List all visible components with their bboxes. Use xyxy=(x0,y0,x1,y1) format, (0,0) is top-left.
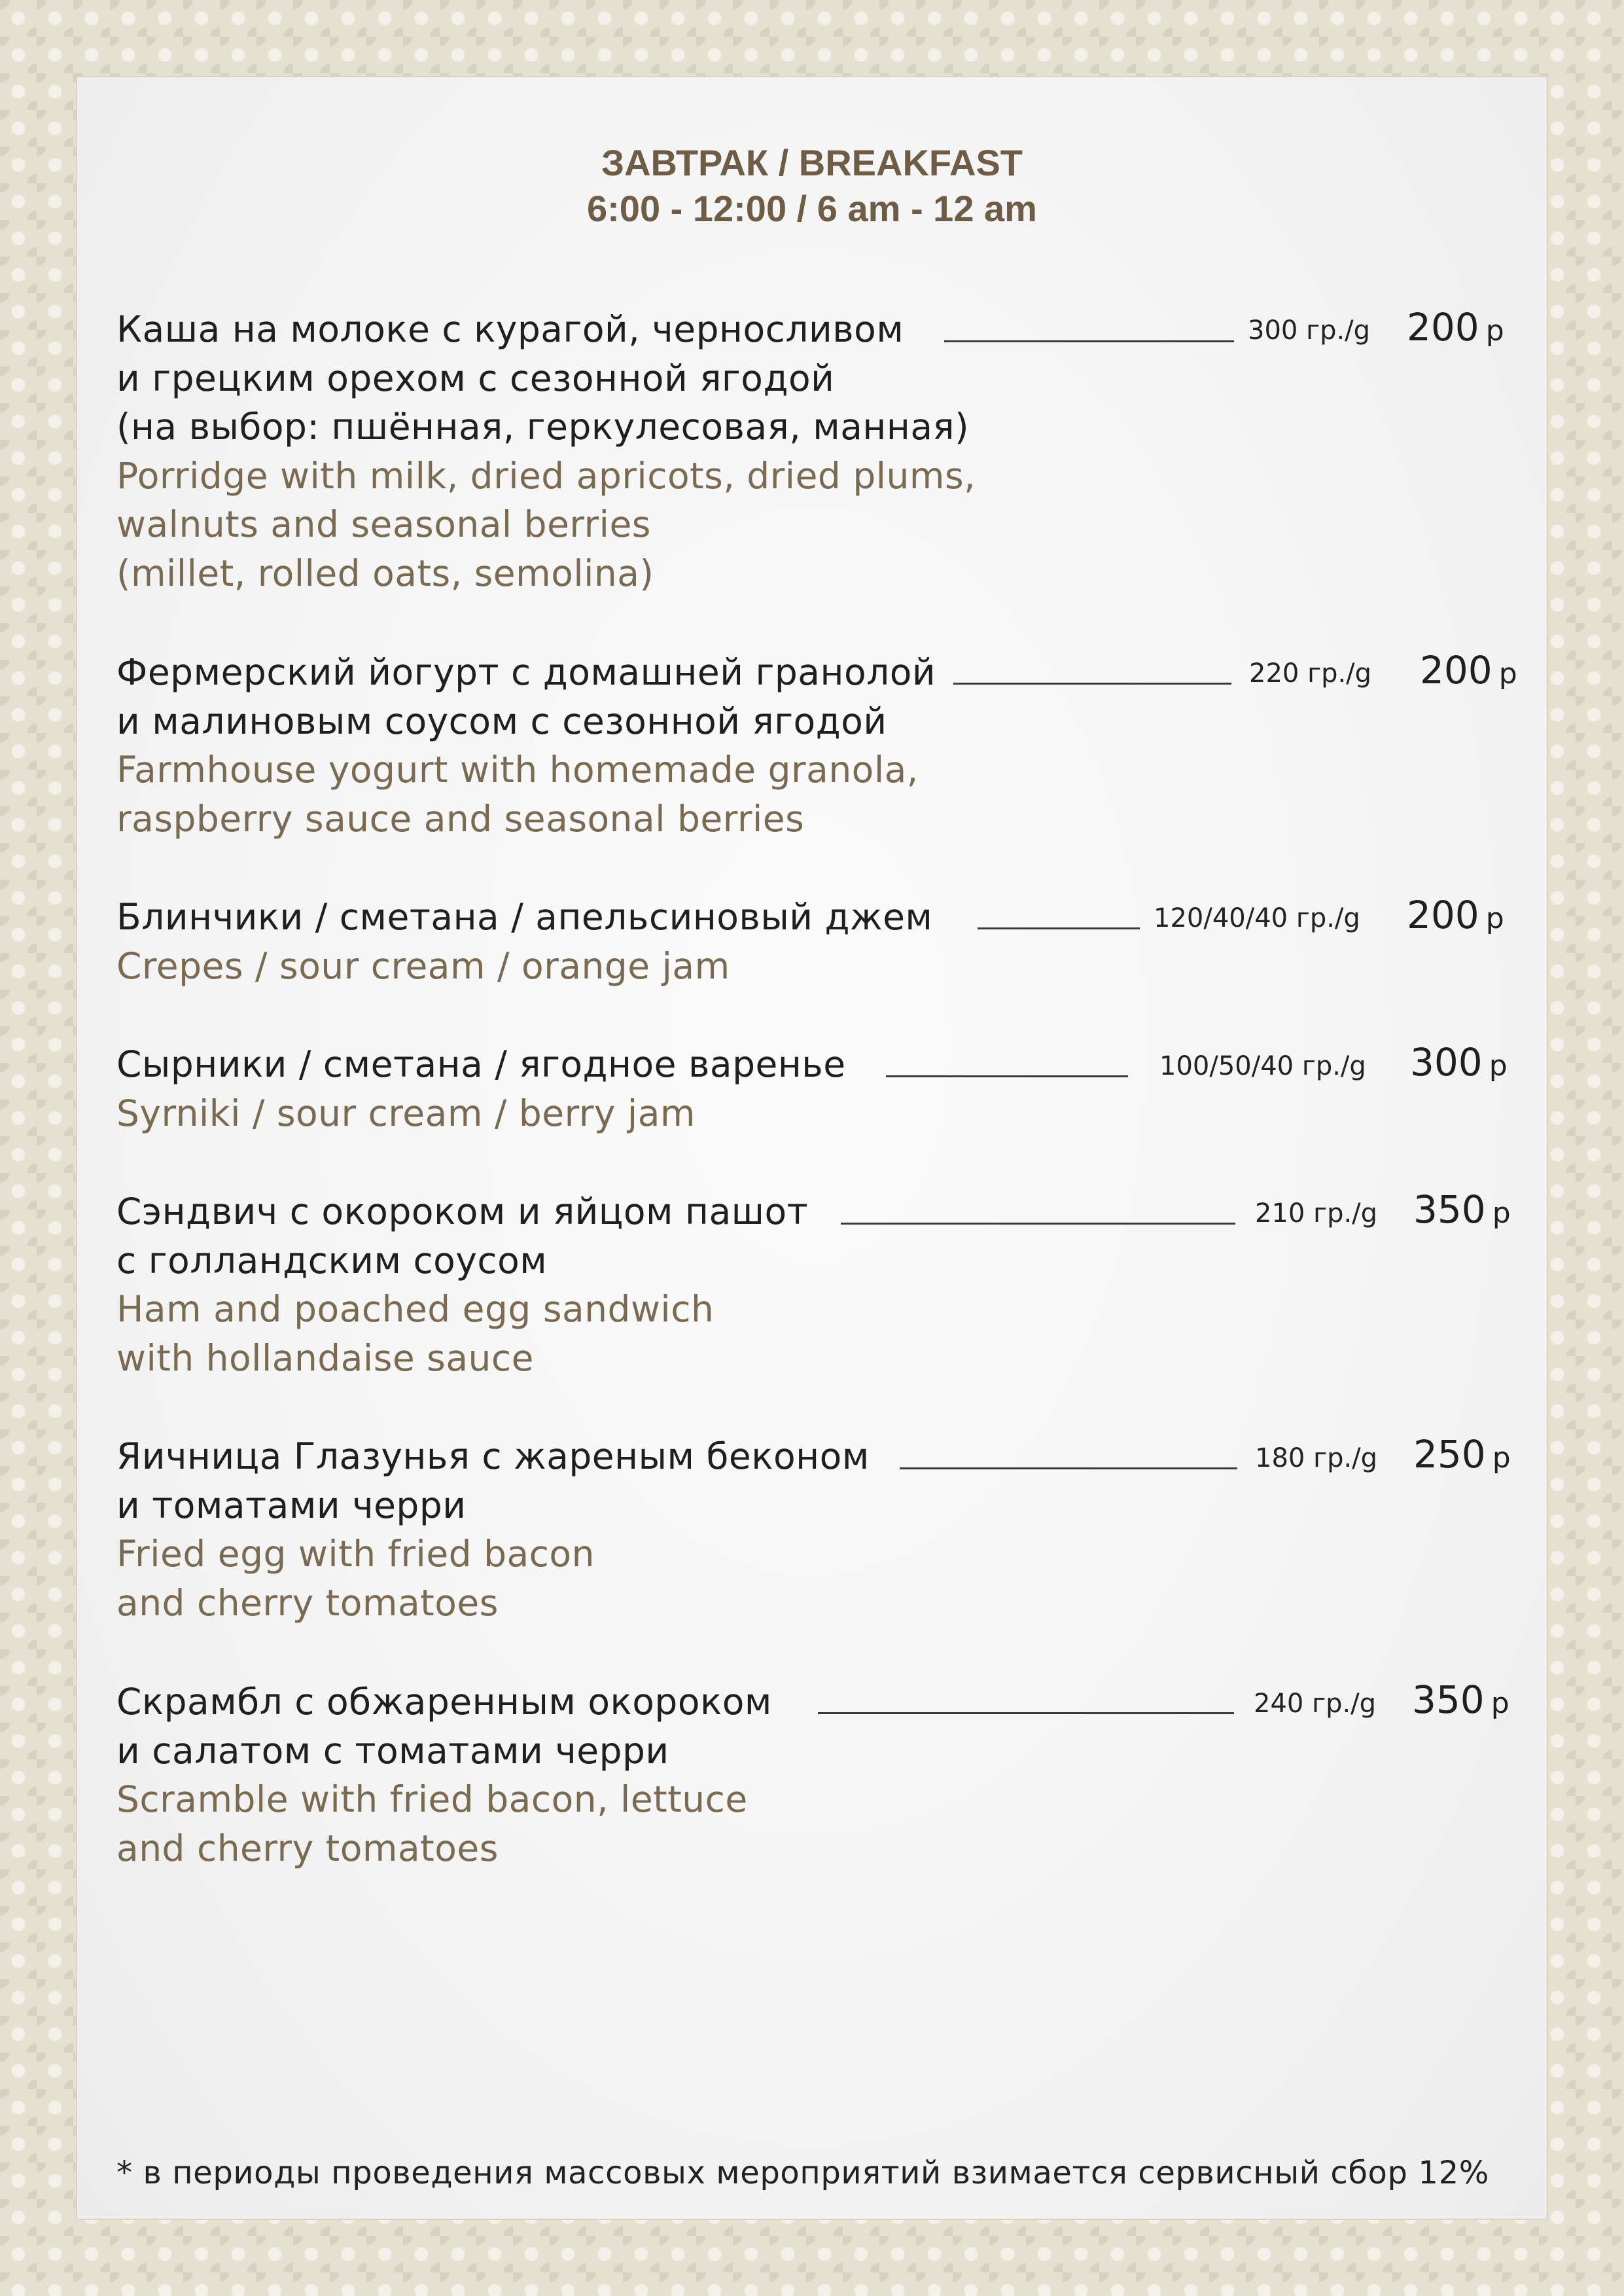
item-weight: 180 гр./g xyxy=(1255,1443,1378,1473)
price-leader-line xyxy=(818,1712,1234,1714)
price-currency: р xyxy=(1492,1441,1511,1475)
item-name-ru: Сэндвич с окороком и яйцом пашот xyxy=(116,1191,809,1232)
item-name-ru: и томатами черри xyxy=(116,1484,467,1526)
price-leader-line xyxy=(886,1075,1128,1077)
service-charge-footnote: * в периоды проведения массовых мероприятий взимается сервисный сбор 12% xyxy=(116,2155,1489,2191)
item-name-en: Ham and poached egg sandwich xyxy=(116,1288,715,1330)
item-name-en: raspberry sauce and seasonal berries xyxy=(116,797,805,840)
item-name-ru: Каша на молоке с курагой, черносливом xyxy=(116,308,904,350)
price-currency: р xyxy=(1485,314,1504,348)
item-name-en: (millet, rolled oats, semolina) xyxy=(116,552,654,594)
item-name-en: with hollandaise sauce xyxy=(116,1336,534,1379)
price-value: 200 xyxy=(1407,305,1479,350)
item-weight: 210 гр./g xyxy=(1255,1198,1378,1229)
item-price xyxy=(1413,1432,1511,1477)
menu-hours: 6:00 - 12:00 / 6 am - 12 am xyxy=(587,188,1037,229)
item-name-en: and cherry tomatoes xyxy=(116,1581,499,1624)
item-name-ru: и салатом с томатами черри xyxy=(116,1729,669,1772)
item-name-en: Crepes / sour cream / orange jam xyxy=(116,944,730,987)
price-currency: р xyxy=(1485,902,1504,935)
item-name-ru: Скрамбл с обжаренным окороком xyxy=(116,1681,772,1723)
item-name-ru: Фермерский йогурт с домашней гранолой xyxy=(116,651,936,693)
item-name-en: and cherry tomatoes xyxy=(116,1827,499,1869)
item-name-en: Fried egg with fried bacon xyxy=(116,1533,595,1575)
item-name-ru: и малиновым соусом с сезонной ягодой xyxy=(116,700,887,742)
item-name-ru: и грецким орехом с сезонной ягодой xyxy=(116,357,835,399)
item-price xyxy=(1407,893,1504,937)
item-name-ru: Яичница Глазунья с жареным беконом xyxy=(116,1435,870,1477)
item-name-en: Scramble with fried bacon, lettuce xyxy=(116,1778,748,1820)
item-price xyxy=(1413,1187,1511,1232)
menu-title: ЗАВТРАК / BREAKFAST xyxy=(601,142,1023,183)
item-price xyxy=(1410,1040,1508,1085)
item-price xyxy=(1412,1677,1509,1722)
price-leader-line xyxy=(841,1223,1235,1225)
price-currency: р xyxy=(1492,1196,1511,1230)
price-value: 350 xyxy=(1412,1677,1485,1722)
price-leader-line xyxy=(900,1467,1237,1469)
price-value: 300 xyxy=(1410,1040,1483,1085)
item-name-en: Syrniki / sour cream / berry jam xyxy=(116,1092,696,1134)
item-name-ru: Сырники / сметана / ягодное варенье xyxy=(116,1043,846,1085)
item-name-en: Farmhouse yogurt with homemade granola, xyxy=(116,749,919,791)
price-leader-line xyxy=(953,683,1231,685)
price-value: 200 xyxy=(1420,648,1492,692)
item-weight: 120/40/40 гр./g xyxy=(1154,903,1360,933)
price-value: 200 xyxy=(1407,893,1479,937)
menu-item-porridge xyxy=(116,305,1530,598)
price-currency: р xyxy=(1491,1687,1509,1720)
price-leader-line xyxy=(978,927,1140,929)
price-currency: р xyxy=(1489,1049,1508,1083)
item-name-ru: с голландским соусом xyxy=(116,1239,548,1282)
item-name-ru: (на выбор: пшённая, геркулесовая, манная) xyxy=(116,406,970,448)
price-value: 250 xyxy=(1413,1432,1486,1477)
item-price xyxy=(1420,648,1517,692)
item-weight: 100/50/40 гр./g xyxy=(1159,1051,1366,1081)
item-weight: 300 гр./g xyxy=(1248,315,1371,346)
price-leader-line xyxy=(944,340,1234,342)
price-currency: р xyxy=(1498,657,1517,691)
item-weight: 240 гр./g xyxy=(1254,1689,1377,1719)
item-name-en: Porridge with milk, dried apricots, dried plums, xyxy=(116,454,976,497)
item-name-ru: Блинчики / сметана / апельсиновый джем xyxy=(116,896,933,938)
item-name-en: walnuts and seasonal berries xyxy=(116,503,651,545)
item-weight: 220 гр./g xyxy=(1249,658,1372,689)
item-price xyxy=(1407,305,1504,350)
price-value: 350 xyxy=(1413,1187,1486,1232)
